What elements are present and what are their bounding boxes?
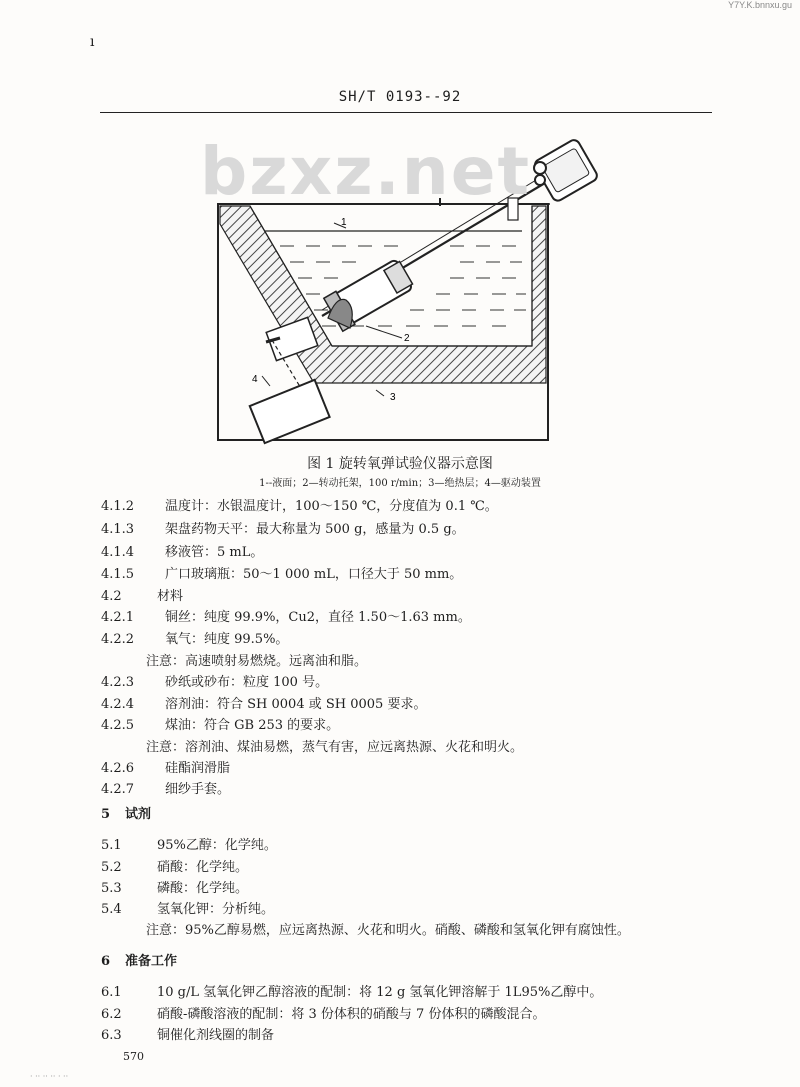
page-number: 570 xyxy=(123,1050,144,1063)
clause-4-1-3: 4.1.3 架盘药物天平：最大称量为 500 g，感量为 0.5 g。 xyxy=(101,522,465,537)
clause-4-1-4: 4.1.4 移液管：5 mL。 xyxy=(101,545,264,560)
clause-4-2-6: 4.2.6 硅酯润滑脂 xyxy=(101,761,231,776)
clause-5-3: 5.3 磷酸：化学纯。 xyxy=(101,881,249,896)
figure-label-4: 4 xyxy=(252,374,258,385)
clause-5-2: 5.2 硝酸：化学纯。 xyxy=(101,860,249,875)
clause-4-2-3: 4.2.3 砂纸或砂布：粒度 100 号。 xyxy=(101,675,329,690)
note-oxygen: 注意：高速喷射易燃烧。远离油和脂。 xyxy=(146,654,368,669)
clause-4-2-5: 4.2.5 煤油：符合 GB 253 的要求。 xyxy=(101,718,340,733)
standard-code: SH/T 0193--92 xyxy=(338,89,462,105)
clause-5-1: 5.1 95%乙醇：化学纯。 xyxy=(101,838,277,853)
figure-label-1: 1 xyxy=(341,217,347,228)
clause-4-2-4: 4.2.4 溶剂油：符合 SH 0004 或 SH 0005 要求。 xyxy=(101,697,427,712)
section-6-heading: 6 准备工作 xyxy=(101,954,178,969)
figure-legend: 1--液面；2—转动托架，100 r/min；3—绝热层；4—驱动装置 xyxy=(259,478,541,489)
clause-6-3: 6.3 铜催化剂线圈的制备 xyxy=(101,1028,275,1043)
header-rule xyxy=(100,112,712,113)
clause-6-2: 6.2 硝酸-磷酸溶液的配制：将 3 份体积的硝酸与 7 份体积的磷酸混合。 xyxy=(101,1007,546,1022)
note-solvents: 注意：溶剂油、煤油易燃，蒸气有害，应远离热源、火花和明火。 xyxy=(146,740,524,755)
scan-noise: · ·· ·· ·· · ·· xyxy=(30,1072,69,1081)
clause-4-2-1: 4.2.1 铜丝：纯度 99.9%，Cu2，直径 1.50～1.63 mm。 xyxy=(101,610,471,625)
clause-4-1-2: 4.1.2 温度计：水银温度计，100～150 ℃，分度值为 0.1 ℃。 xyxy=(101,499,498,514)
figure-label-2: 2 xyxy=(404,333,410,344)
top-left-mark: ı xyxy=(90,34,95,50)
clause-6-1: 6.1 10 g/L 氢氧化钾乙醇溶液的配制：将 12 g 氢氧化钾溶解于 1L95%乙醇中。 xyxy=(101,985,603,1000)
clause-4-2-2: 4.2.2 氧气：纯度 99.5%。 xyxy=(101,632,289,647)
clause-4-2-7: 4.2.7 细纱手套。 xyxy=(101,782,231,797)
clause-4-2-heading: 4.2 材料 xyxy=(101,589,184,604)
clause-4-1-5: 4.1.5 广口玻璃瓶：50～1 000 mL，口径大于 50 mm。 xyxy=(101,567,463,582)
figure-label-3: 3 xyxy=(390,392,396,403)
drive-unit xyxy=(250,380,330,443)
figure-caption: 图 1 旋转氧弹试验仪器示意图 xyxy=(307,456,493,472)
section-5-heading: 5 试剂 xyxy=(101,807,152,822)
corner-header-text: Y7Y.K.bnnxu.gu xyxy=(728,0,792,10)
clause-5-4: 5.4 氢氧化钾：分析纯。 xyxy=(101,902,275,917)
note-reagents: 注意：95%乙醇易燃，应远离热源、火花和明火。硝酸、磷酸和氢氧化钾有腐蚀性。 xyxy=(146,923,630,938)
watermark: bzxz.net xyxy=(200,133,532,210)
